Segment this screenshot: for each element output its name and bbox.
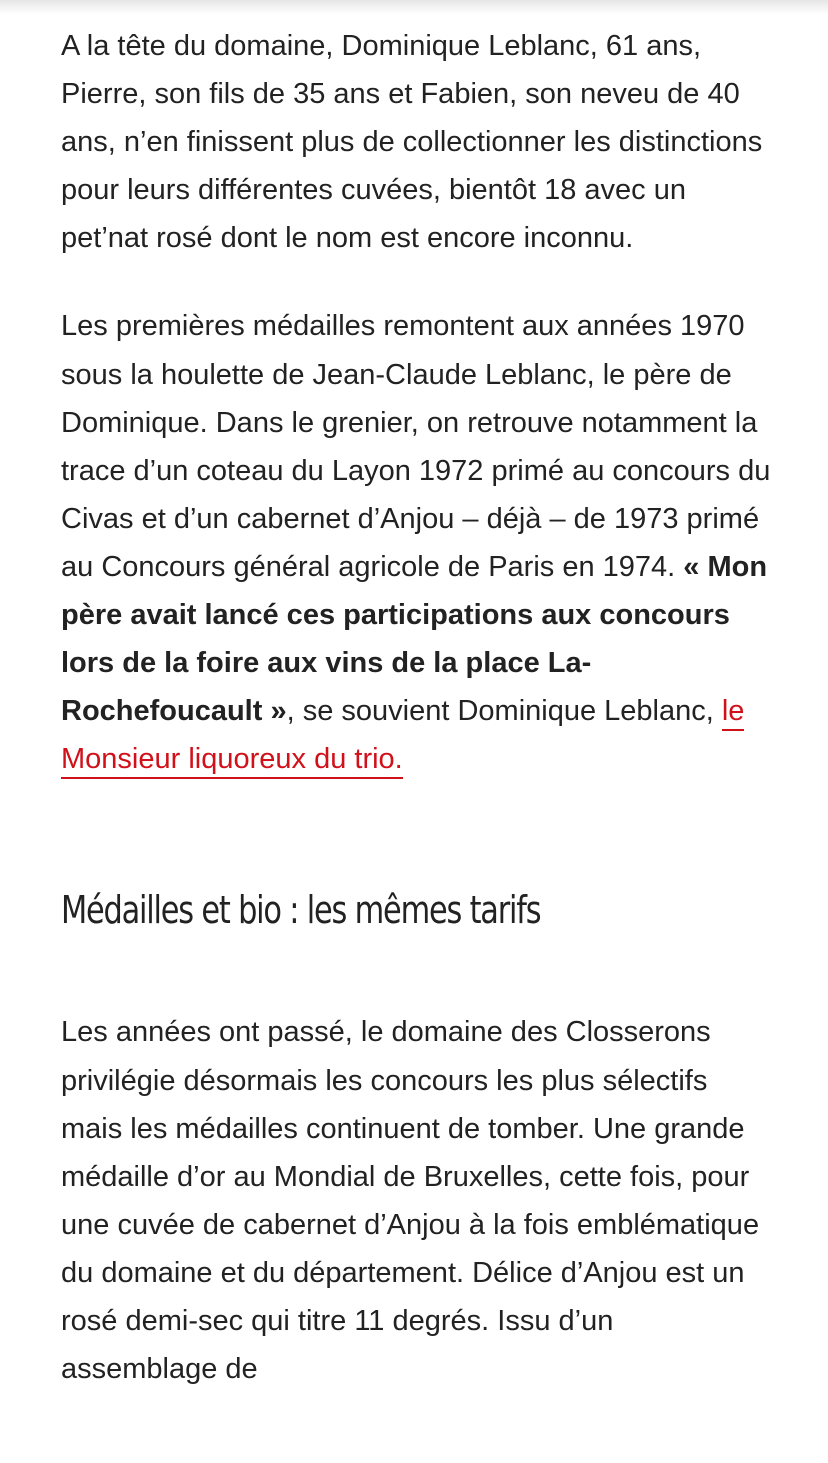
article-paragraph-1: A la tête du domaine, Dominique Leblanc, 61 ans, Pierre, son fils de 35 ans et Fabien, son neveu de 40 ans, n’en finissent plus de collectionner les distinctions pour leurs différentes cuvées, bientôt 18 avec un pet’nat rosé dont le nom est encore inconnu.: [61, 30, 763, 255]
paragraph-2-attribution: , se souvient Dominique Leblanc,: [286, 695, 722, 728]
monsieur-liquoreux-link[interactable]: le Monsieur liquoreux du trio.: [61, 695, 744, 779]
article-paragraph-3: Les années ont passé, le domaine des Closserons privilégie désormais les concours les plus sélectifs mais les médailles continuent de tomber. Une grande médaille d’or au Mondial de Bruxelles, cette fois, pour une cuvée de cabernet d’Anjou à la fois emblématique du domaine et du département. Délice d’Anjou est un rosé demi-sec qui titre 11 degrés. Issu d’un assemblage de: [61, 1016, 760, 1386]
article-paragraph-2: [61, 302, 773, 783]
section-heading: Médailles et bio : les mêmes tarifs: [61, 888, 541, 933]
quote-dominique-leblanc: « Mon père avait lancé ces participations aux concours lors de la foire aux vins de la place La-Rochefoucault »: [61, 550, 768, 728]
article-body: [61, 22, 773, 1393]
paragraph-2-text: Les premières médailles remontent aux années 1970 sous la houlette de Jean-Claude Leblanc, le père de Dominique. Dans le grenier, on retrouve notamment la trace d’un coteau du Layon 1972 primé au concours du Civas et d’un cabernet d’Anjou – déjà – de 1973 primé au Concours général agricole de Paris en 1974.: [61, 310, 771, 583]
header-shadow: [0, 0, 828, 14]
